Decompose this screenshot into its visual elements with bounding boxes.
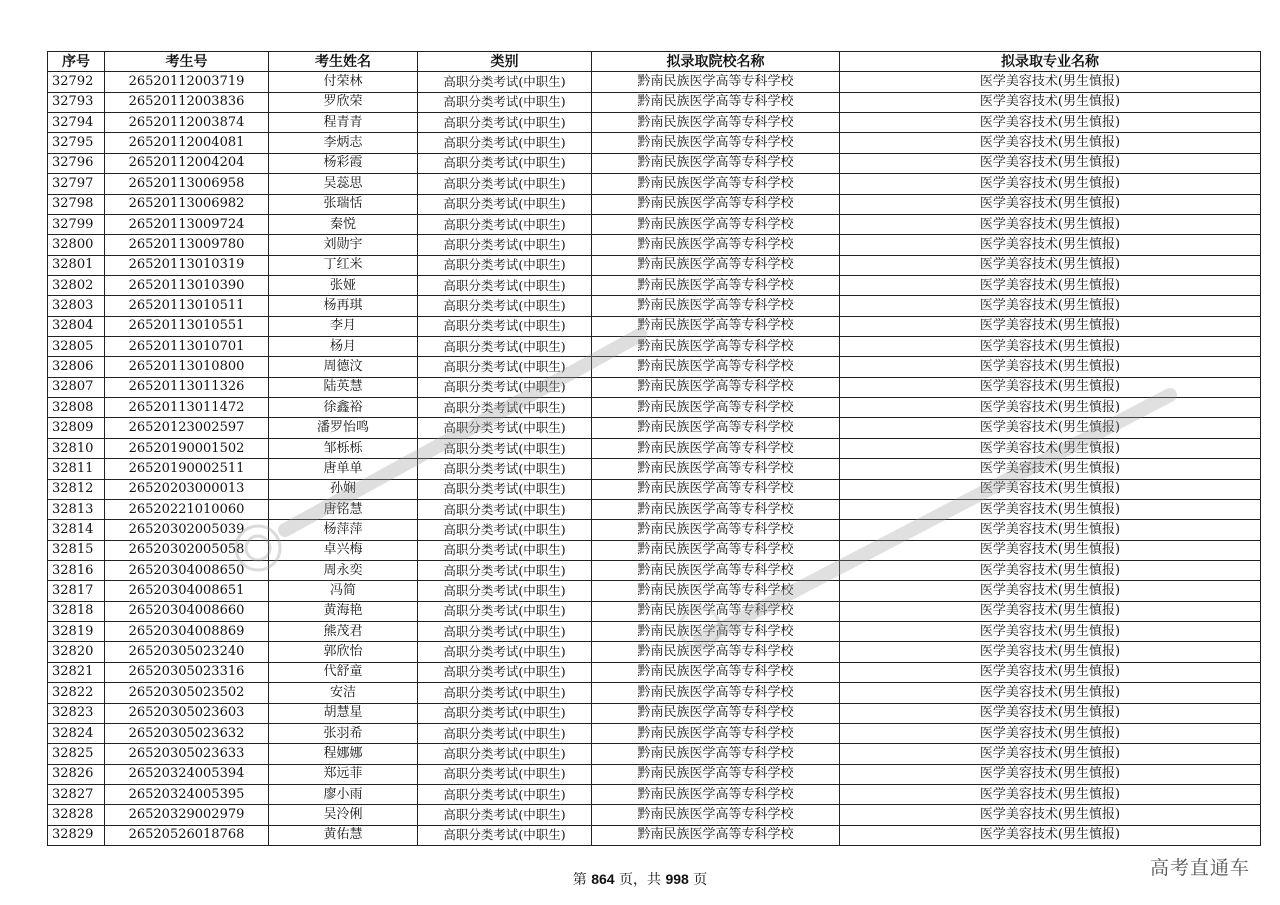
cell-seq: 32820: [48, 642, 105, 662]
cell-student-name: 张瑞恬: [269, 194, 418, 214]
cell-major-name: 医学美容技术(男生慎报): [840, 479, 1261, 499]
cell-category: 高职分类考试(中职生): [418, 133, 592, 153]
cell-school-name: 黔南民族医学高等专科学校: [592, 825, 840, 845]
cell-exam-number: 26520113009780: [105, 235, 269, 255]
cell-student-name: 杨彩霞: [269, 153, 418, 173]
cell-seq: 32794: [48, 113, 105, 133]
table-row: [48, 275, 1261, 295]
cell-exam-number: 26520112003836: [105, 92, 269, 112]
cell-school-name: 黔南民族医学高等专科学校: [592, 357, 840, 377]
cell-student-name: 程娜娜: [269, 744, 418, 764]
cell-exam-number: 26520112003874: [105, 113, 269, 133]
cell-seq: 32793: [48, 92, 105, 112]
cell-category: 高职分类考试(中职生): [418, 499, 592, 519]
cell-category: 高职分类考试(中职生): [418, 784, 592, 804]
cell-major-name: 医学美容技术(男生慎报): [840, 92, 1261, 112]
cell-major-name: 医学美容技术(男生慎报): [840, 174, 1261, 194]
cell-school-name: 黔南民族医学高等专科学校: [592, 459, 840, 479]
cell-exam-number: 26520190002511: [105, 459, 269, 479]
table-row: [48, 499, 1261, 519]
footer-prefix: 第: [572, 872, 587, 888]
cell-seq: 32827: [48, 784, 105, 804]
cell-student-name: 吴蕊思: [269, 174, 418, 194]
cell-seq: 32803: [48, 296, 105, 316]
cell-seq: 32815: [48, 540, 105, 560]
cell-seq: 32806: [48, 357, 105, 377]
table-row: [48, 398, 1261, 418]
cell-seq: 32802: [48, 275, 105, 295]
cell-student-name: 罗欣荣: [269, 92, 418, 112]
cell-seq: 32810: [48, 438, 105, 458]
footer-current-page: 864: [591, 871, 615, 887]
cell-school-name: 黔南民族医学高等专科学校: [592, 560, 840, 580]
cell-seq: 32800: [48, 235, 105, 255]
cell-school-name: 黔南民族医学高等专科学校: [592, 296, 840, 316]
cell-seq: 32812: [48, 479, 105, 499]
cell-school-name: 黔南民族医学高等专科学校: [592, 662, 840, 682]
cell-exam-number: 26520304008660: [105, 601, 269, 621]
cell-student-name: 安洁: [269, 683, 418, 703]
cell-exam-number: 26520305023316: [105, 662, 269, 682]
cell-major-name: 医学美容技术(男生慎报): [840, 275, 1261, 295]
cell-exam-number: 26520221010060: [105, 499, 269, 519]
cell-seq: 32813: [48, 499, 105, 519]
cell-student-name: 郑远菲: [269, 764, 418, 784]
cell-student-name: 黄佑慧: [269, 825, 418, 845]
cell-exam-number: 26520304008869: [105, 622, 269, 642]
table-row: [48, 438, 1261, 458]
cell-school-name: 黔南民族医学高等专科学校: [592, 805, 840, 825]
cell-school-name: 黔南民族医学高等专科学校: [592, 316, 840, 336]
cell-seq: 32811: [48, 459, 105, 479]
cell-student-name: 潘罗怡鸣: [269, 418, 418, 438]
cell-school-name: 黔南民族医学高等专科学校: [592, 540, 840, 560]
table-row: [48, 662, 1261, 682]
cell-student-name: 唐单单: [269, 459, 418, 479]
cell-category: 高职分类考试(中职生): [418, 72, 592, 92]
table-row: [48, 520, 1261, 540]
cell-exam-number: 26520113006982: [105, 194, 269, 214]
cell-school-name: 黔南民族医学高等专科学校: [592, 398, 840, 418]
cell-student-name: 程青青: [269, 113, 418, 133]
cell-exam-number: 26520113010800: [105, 357, 269, 377]
cell-seq: 32809: [48, 418, 105, 438]
cell-seq: 32808: [48, 398, 105, 418]
table-row: [48, 540, 1261, 560]
table-row: [48, 784, 1261, 804]
cell-school-name: 黔南民族医学高等专科学校: [592, 153, 840, 173]
cell-exam-number: 26520305023240: [105, 642, 269, 662]
table-row: [48, 337, 1261, 357]
cell-student-name: 陆英慧: [269, 377, 418, 397]
cell-student-name: 周德汶: [269, 357, 418, 377]
cell-category: 高职分类考试(中职生): [418, 825, 592, 845]
cell-seq: 32819: [48, 622, 105, 642]
cell-school-name: 黔南民族医学高等专科学校: [592, 499, 840, 519]
cell-major-name: 医学美容技术(男生慎报): [840, 744, 1261, 764]
cell-category: 高职分类考试(中职生): [418, 113, 592, 133]
table-row: [48, 825, 1261, 845]
header-category: 类别: [418, 52, 592, 72]
cell-category: 高职分类考试(中职生): [418, 377, 592, 397]
cell-seq: 32816: [48, 560, 105, 580]
cell-exam-number: 26520113010511: [105, 296, 269, 316]
cell-student-name: 丁红米: [269, 255, 418, 275]
cell-exam-number: 26520324005394: [105, 764, 269, 784]
cell-seq: 32824: [48, 723, 105, 743]
cell-category: 高职分类考试(中职生): [418, 601, 592, 621]
admission-table: [47, 51, 1261, 846]
table-row: [48, 113, 1261, 133]
table-row: [48, 459, 1261, 479]
table-row: [48, 92, 1261, 112]
page-footer: [0, 869, 1280, 889]
cell-category: 高职分类考试(中职生): [418, 275, 592, 295]
cell-exam-number: 26520304008651: [105, 581, 269, 601]
cell-category: 高职分类考试(中职生): [418, 398, 592, 418]
cell-category: 高职分类考试(中职生): [418, 642, 592, 662]
cell-major-name: 医学美容技术(男生慎报): [840, 194, 1261, 214]
header-major-name: 拟录取专业名称: [840, 52, 1261, 72]
table-header-row: [48, 52, 1261, 72]
cell-category: 高职分类考试(中职生): [418, 581, 592, 601]
cell-student-name: 徐鑫裕: [269, 398, 418, 418]
cell-category: 高职分类考试(中职生): [418, 622, 592, 642]
table-row: [48, 479, 1261, 499]
cell-category: 高职分类考试(中职生): [418, 662, 592, 682]
table-row: [48, 153, 1261, 173]
cell-school-name: 黔南民族医学高等专科学校: [592, 418, 840, 438]
cell-exam-number: 26520113011472: [105, 398, 269, 418]
cell-student-name: 黄海艳: [269, 601, 418, 621]
cell-student-name: 唐铭慧: [269, 499, 418, 519]
cell-exam-number: 26520304008650: [105, 560, 269, 580]
site-logo: 高考直通车: [1149, 857, 1250, 879]
cell-major-name: 医学美容技术(男生慎报): [840, 601, 1261, 621]
cell-major-name: 医学美容技术(男生慎报): [840, 255, 1261, 275]
cell-major-name: 医学美容技术(男生慎报): [840, 153, 1261, 173]
table-row: [48, 357, 1261, 377]
cell-major-name: 医学美容技术(男生慎报): [840, 642, 1261, 662]
table-row: [48, 560, 1261, 580]
cell-category: 高职分类考试(中职生): [418, 805, 592, 825]
cell-student-name: 李炳志: [269, 133, 418, 153]
cell-exam-number: 26520112003719: [105, 72, 269, 92]
cell-school-name: 黔南民族医学高等专科学校: [592, 622, 840, 642]
cell-major-name: 医学美容技术(男生慎报): [840, 703, 1261, 723]
table-body: [48, 72, 1261, 846]
cell-student-name: 杨萍萍: [269, 520, 418, 540]
cell-school-name: 黔南民族医学高等专科学校: [592, 235, 840, 255]
cell-school-name: 黔南民族医学高等专科学校: [592, 703, 840, 723]
header-seq: 序号: [48, 52, 105, 72]
cell-major-name: 医学美容技术(男生慎报): [840, 499, 1261, 519]
cell-category: 高职分类考试(中职生): [418, 764, 592, 784]
cell-major-name: 医学美容技术(男生慎报): [840, 377, 1261, 397]
cell-category: 高职分类考试(中职生): [418, 92, 592, 112]
cell-student-name: 吴泠俐: [269, 805, 418, 825]
cell-exam-number: 26520113010390: [105, 275, 269, 295]
cell-student-name: 卓兴梅: [269, 540, 418, 560]
cell-student-name: 郭欣怡: [269, 642, 418, 662]
table-row: [48, 214, 1261, 234]
footer-middle: 页，共: [619, 872, 661, 888]
cell-exam-number: 26520112004081: [105, 133, 269, 153]
cell-student-name: 孙娴: [269, 479, 418, 499]
cell-seq: 32817: [48, 581, 105, 601]
cell-category: 高职分类考试(中职生): [418, 296, 592, 316]
cell-student-name: 付荣林: [269, 72, 418, 92]
cell-exam-number: 26520113006958: [105, 174, 269, 194]
cell-school-name: 黔南民族医学高等专科学校: [592, 764, 840, 784]
cell-student-name: 代舒童: [269, 662, 418, 682]
cell-student-name: 周永奕: [269, 560, 418, 580]
cell-major-name: 医学美容技术(男生慎报): [840, 72, 1261, 92]
cell-school-name: 黔南民族医学高等专科学校: [592, 581, 840, 601]
table-row: [48, 194, 1261, 214]
cell-school-name: 黔南民族医学高等专科学校: [592, 601, 840, 621]
footer-total-pages: 998: [665, 871, 689, 887]
table-row: [48, 703, 1261, 723]
cell-seq: 32798: [48, 194, 105, 214]
cell-category: 高职分类考试(中职生): [418, 479, 592, 499]
cell-seq: 32826: [48, 764, 105, 784]
table-row: [48, 683, 1261, 703]
cell-student-name: 杨月: [269, 337, 418, 357]
cell-category: 高职分类考试(中职生): [418, 153, 592, 173]
cell-major-name: 医学美容技术(男生慎报): [840, 337, 1261, 357]
cell-seq: 32797: [48, 174, 105, 194]
cell-category: 高职分类考试(中职生): [418, 357, 592, 377]
cell-major-name: 医学美容技术(男生慎报): [840, 683, 1261, 703]
cell-seq: 32807: [48, 377, 105, 397]
table-row: [48, 296, 1261, 316]
cell-category: 高职分类考试(中职生): [418, 520, 592, 540]
table-row: [48, 764, 1261, 784]
cell-seq: 32814: [48, 520, 105, 540]
cell-school-name: 黔南民族医学高等专科学校: [592, 744, 840, 764]
table-row: [48, 723, 1261, 743]
table-row: [48, 377, 1261, 397]
cell-school-name: 黔南民族医学高等专科学校: [592, 337, 840, 357]
cell-seq: 32801: [48, 255, 105, 275]
table-row: [48, 805, 1261, 825]
cell-category: 高职分类考试(中职生): [418, 174, 592, 194]
cell-seq: 32795: [48, 133, 105, 153]
cell-school-name: 黔南民族医学高等专科学校: [592, 377, 840, 397]
cell-exam-number: 26520329002979: [105, 805, 269, 825]
cell-major-name: 医学美容技术(男生慎报): [840, 133, 1261, 153]
cell-major-name: 医学美容技术(男生慎报): [840, 438, 1261, 458]
table-row: [48, 235, 1261, 255]
cell-category: 高职分类考试(中职生): [418, 214, 592, 234]
cell-major-name: 医学美容技术(男生慎报): [840, 113, 1261, 133]
cell-school-name: 黔南民族医学高等专科学校: [592, 520, 840, 540]
cell-school-name: 黔南民族医学高等专科学校: [592, 194, 840, 214]
cell-category: 高职分类考试(中职生): [418, 683, 592, 703]
cell-category: 高职分类考试(中职生): [418, 255, 592, 275]
cell-school-name: 黔南民族医学高等专科学校: [592, 438, 840, 458]
cell-seq: 32825: [48, 744, 105, 764]
table-row: [48, 642, 1261, 662]
cell-major-name: 医学美容技术(男生慎报): [840, 581, 1261, 601]
cell-exam-number: 26520113011326: [105, 377, 269, 397]
cell-school-name: 黔南民族医学高等专科学校: [592, 683, 840, 703]
cell-exam-number: 26520305023603: [105, 703, 269, 723]
cell-category: 高职分类考试(中职生): [418, 540, 592, 560]
cell-seq: 32821: [48, 662, 105, 682]
cell-school-name: 黔南民族医学高等专科学校: [592, 133, 840, 153]
cell-major-name: 医学美容技术(男生慎报): [840, 418, 1261, 438]
cell-exam-number: 26520190001502: [105, 438, 269, 458]
cell-school-name: 黔南民族医学高等专科学校: [592, 72, 840, 92]
cell-major-name: 医学美容技术(男生慎报): [840, 459, 1261, 479]
cell-exam-number: 26520112004204: [105, 153, 269, 173]
table-row: [48, 174, 1261, 194]
table-row: [48, 581, 1261, 601]
table-row: [48, 72, 1261, 92]
header-exam-number: 考生号: [105, 52, 269, 72]
cell-category: 高职分类考试(中职生): [418, 438, 592, 458]
header-student-name: 考生姓名: [269, 52, 418, 72]
cell-seq: 32799: [48, 214, 105, 234]
header-school-name: 拟录取院校名称: [592, 52, 840, 72]
cell-seq: 32823: [48, 703, 105, 723]
cell-major-name: 医学美容技术(男生慎报): [840, 235, 1261, 255]
cell-student-name: 张娅: [269, 275, 418, 295]
cell-exam-number: 26520302005058: [105, 540, 269, 560]
cell-exam-number: 26520113010551: [105, 316, 269, 336]
cell-major-name: 医学美容技术(男生慎报): [840, 764, 1261, 784]
cell-major-name: 医学美容技术(男生慎报): [840, 723, 1261, 743]
cell-school-name: 黔南民族医学高等专科学校: [592, 174, 840, 194]
table-row: [48, 133, 1261, 153]
cell-exam-number: 26520305023632: [105, 723, 269, 743]
cell-school-name: 黔南民族医学高等专科学校: [592, 255, 840, 275]
cell-student-name: 张羽希: [269, 723, 418, 743]
cell-major-name: 医学美容技术(男生慎报): [840, 520, 1261, 540]
cell-seq: 32804: [48, 316, 105, 336]
cell-student-name: 熊茂君: [269, 622, 418, 642]
cell-school-name: 黔南民族医学高等专科学校: [592, 479, 840, 499]
cell-exam-number: 26520113010701: [105, 337, 269, 357]
cell-category: 高职分类考试(中职生): [418, 723, 592, 743]
cell-exam-number: 26520123002597: [105, 418, 269, 438]
cell-major-name: 医学美容技术(男生慎报): [840, 296, 1261, 316]
cell-seq: 32792: [48, 72, 105, 92]
cell-student-name: 廖小雨: [269, 784, 418, 804]
cell-major-name: 医学美容技术(男生慎报): [840, 316, 1261, 336]
cell-exam-number: 26520526018768: [105, 825, 269, 845]
cell-exam-number: 26520305023633: [105, 744, 269, 764]
cell-exam-number: 26520302005039: [105, 520, 269, 540]
footer-suffix: 页: [693, 872, 708, 888]
cell-seq: 32796: [48, 153, 105, 173]
cell-category: 高职分类考试(中职生): [418, 744, 592, 764]
cell-exam-number: 26520305023502: [105, 683, 269, 703]
table-row: [48, 255, 1261, 275]
cell-major-name: 医学美容技术(男生慎报): [840, 540, 1261, 560]
cell-exam-number: 26520203000013: [105, 479, 269, 499]
table-row: [48, 418, 1261, 438]
cell-major-name: 医学美容技术(男生慎报): [840, 805, 1261, 825]
cell-category: 高职分类考试(中职生): [418, 235, 592, 255]
cell-major-name: 医学美容技术(男生慎报): [840, 214, 1261, 234]
table-row: [48, 316, 1261, 336]
cell-student-name: 冯简: [269, 581, 418, 601]
cell-school-name: 黔南民族医学高等专科学校: [592, 92, 840, 112]
cell-exam-number: 26520113010319: [105, 255, 269, 275]
cell-school-name: 黔南民族医学高等专科学校: [592, 275, 840, 295]
cell-major-name: 医学美容技术(男生慎报): [840, 398, 1261, 418]
cell-exam-number: 26520113009724: [105, 214, 269, 234]
cell-student-name: 杨再琪: [269, 296, 418, 316]
cell-major-name: 医学美容技术(男生慎报): [840, 825, 1261, 845]
cell-school-name: 黔南民族医学高等专科学校: [592, 113, 840, 133]
table-row: [48, 622, 1261, 642]
cell-student-name: 邹栎栎: [269, 438, 418, 458]
cell-category: 高职分类考试(中职生): [418, 418, 592, 438]
cell-seq: 32805: [48, 337, 105, 357]
cell-category: 高职分类考试(中职生): [418, 316, 592, 336]
cell-student-name: 李月: [269, 316, 418, 336]
cell-student-name: 秦悦: [269, 214, 418, 234]
cell-seq: 32822: [48, 683, 105, 703]
cell-category: 高职分类考试(中职生): [418, 337, 592, 357]
cell-school-name: 黔南民族医学高等专科学校: [592, 214, 840, 234]
cell-school-name: 黔南民族医学高等专科学校: [592, 642, 840, 662]
cell-exam-number: 26520324005395: [105, 784, 269, 804]
cell-school-name: 黔南民族医学高等专科学校: [592, 784, 840, 804]
cell-category: 高职分类考试(中职生): [418, 703, 592, 723]
cell-category: 高职分类考试(中职生): [418, 459, 592, 479]
cell-major-name: 医学美容技术(男生慎报): [840, 560, 1261, 580]
cell-category: 高职分类考试(中职生): [418, 560, 592, 580]
cell-major-name: 医学美容技术(男生慎报): [840, 622, 1261, 642]
cell-major-name: 医学美容技术(男生慎报): [840, 784, 1261, 804]
table-row: [48, 601, 1261, 621]
cell-seq: 32828: [48, 805, 105, 825]
cell-seq: 32829: [48, 825, 105, 845]
cell-category: 高职分类考试(中职生): [418, 194, 592, 214]
cell-major-name: 医学美容技术(男生慎报): [840, 662, 1261, 682]
cell-student-name: 胡慧星: [269, 703, 418, 723]
cell-seq: 32818: [48, 601, 105, 621]
cell-student-name: 刘勋宇: [269, 235, 418, 255]
cell-school-name: 黔南民族医学高等专科学校: [592, 723, 840, 743]
cell-major-name: 医学美容技术(男生慎报): [840, 357, 1261, 377]
table-row: [48, 744, 1261, 764]
